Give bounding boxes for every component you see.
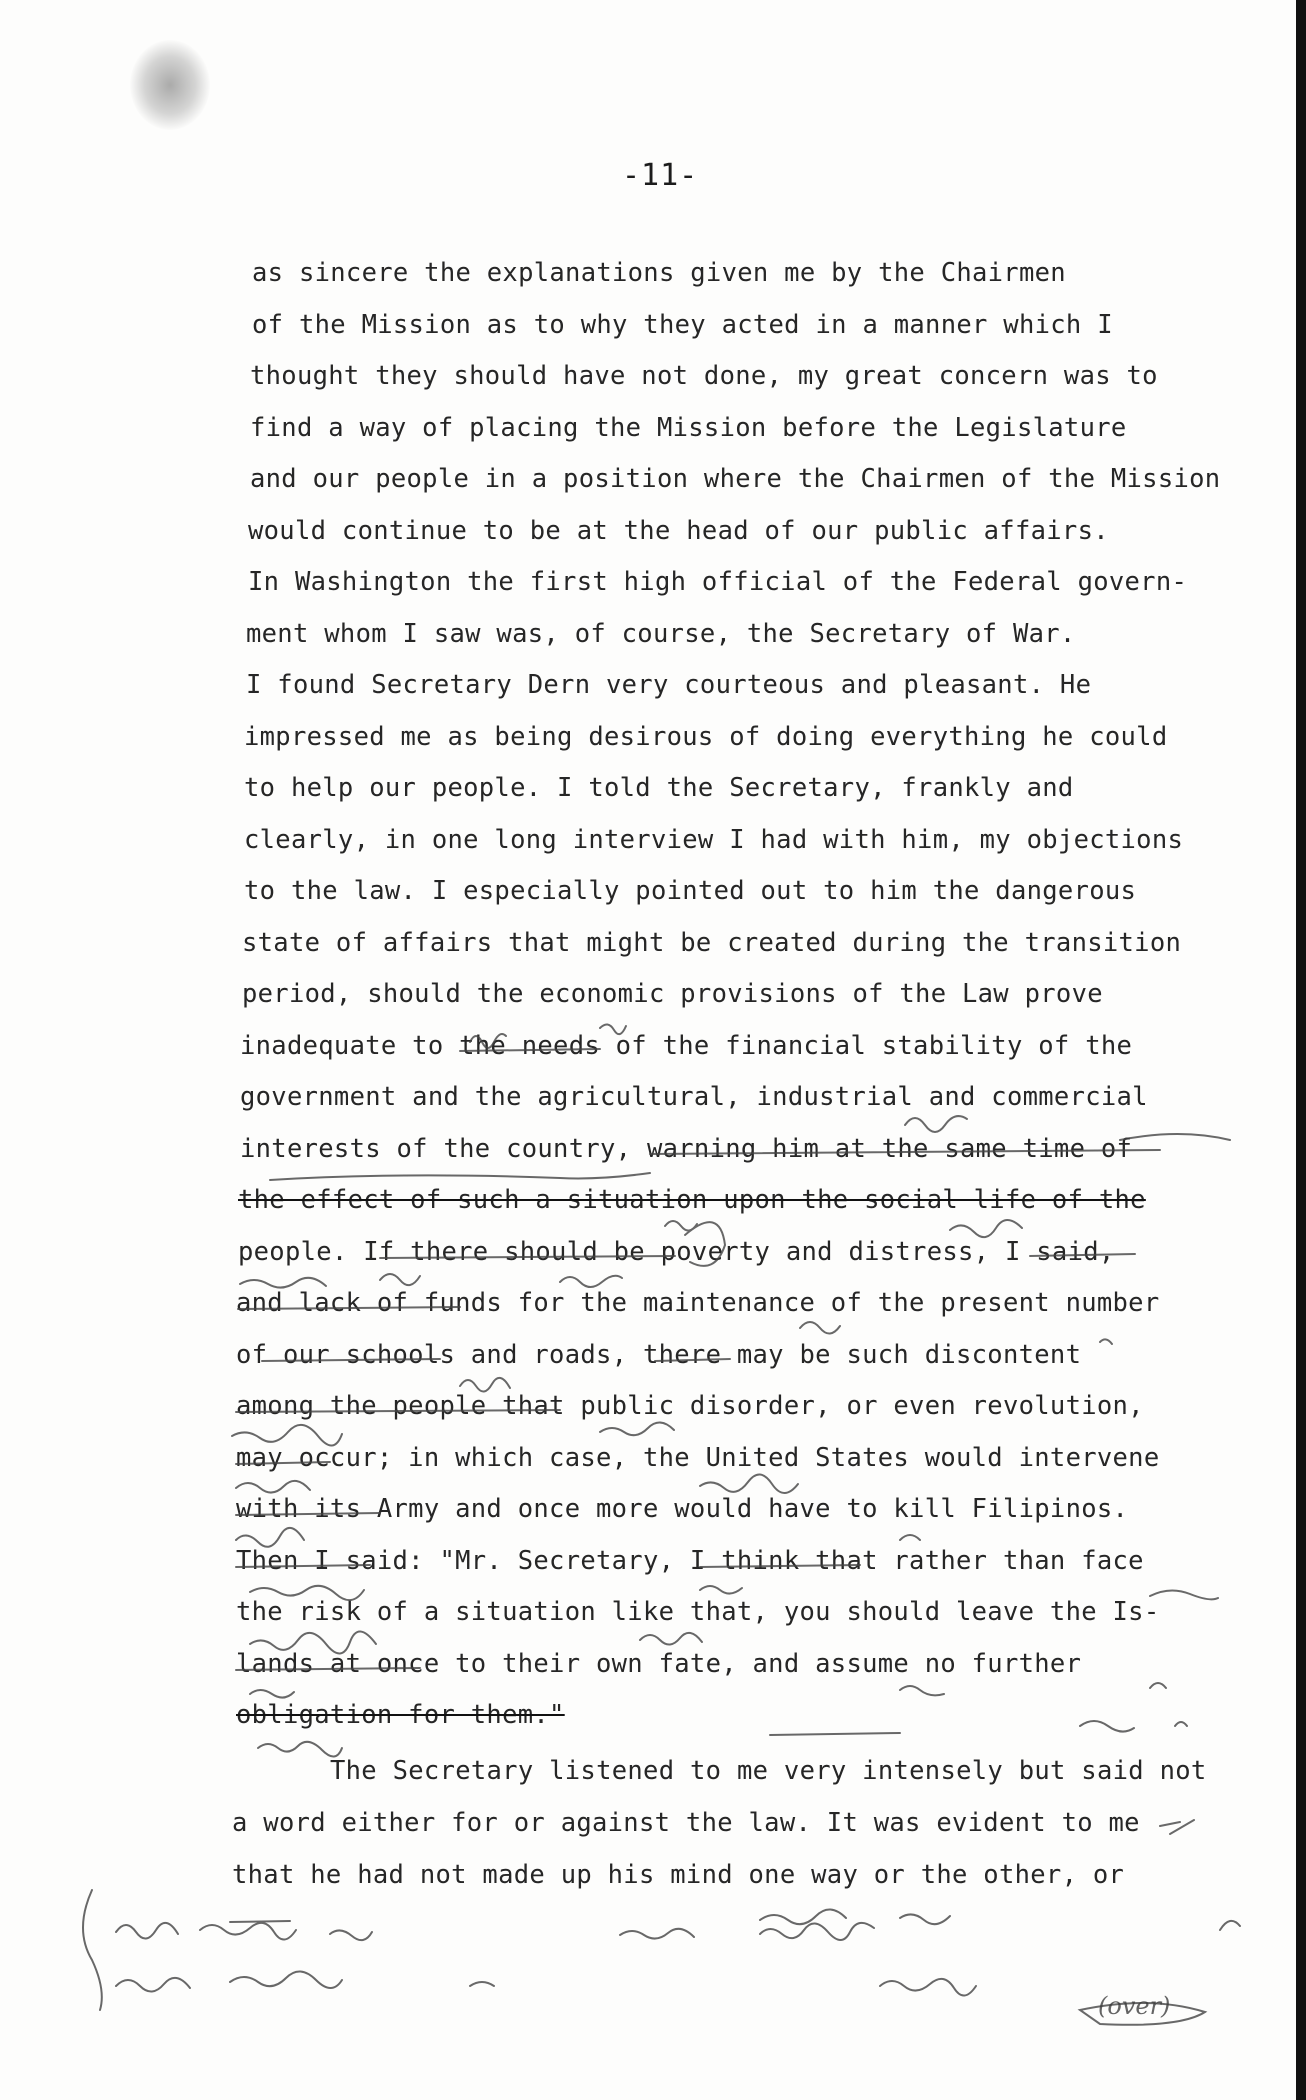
- strike-mark: [236, 1462, 330, 1464]
- strike-mark: [460, 1049, 600, 1051]
- text-line-struck: the effect of such a situation upon the social life of the: [238, 1185, 1146, 1215]
- strike-mark: [650, 1150, 1160, 1154]
- text-line: of the Mission as to why they acted in a manner which I: [252, 310, 1113, 340]
- text-line: of our schools and roads, there may be such discontent: [236, 1340, 1082, 1370]
- text-line: I found Secretary Dern very courteous and pleasant. He: [246, 670, 1092, 700]
- text-line: and lack of funds for the maintenance of the present number: [236, 1288, 1160, 1318]
- text-line: would continue to be at the head of our public affairs.: [248, 516, 1109, 546]
- strike-mark: [262, 1359, 440, 1361]
- text-line: with its Army and once more would have to kill Filipinos.: [236, 1494, 1129, 1524]
- text-line: thought they should have not done, my great concern was to: [250, 361, 1158, 391]
- text-line: interests of the country, warning him at the same time of: [240, 1134, 1133, 1164]
- text-line: government and the agricultural, industrial and commercial: [240, 1082, 1148, 1112]
- text-line: In Washington the first high official of the Federal govern-: [248, 567, 1188, 597]
- text-line: The Secretary listened to me very intensely but said not: [330, 1756, 1207, 1786]
- text-line: the risk of a situation like that, you should leave the Is-: [236, 1597, 1160, 1627]
- strike-mark: [236, 1668, 420, 1670]
- text-line-struck: obligation for them.": [236, 1700, 565, 1730]
- text-line: find a way of placing the Mission before the Legislature: [250, 413, 1127, 443]
- text-line: as sincere the explanations given me by the Chairmen: [252, 258, 1066, 288]
- text-line: among the people that public disorder, or even revolution,: [236, 1391, 1144, 1421]
- text-line: that he had not made up his mind one way or the other, or: [232, 1860, 1125, 1890]
- text-line: impressed me as being desirous of doing everything he could: [244, 722, 1168, 752]
- strike-mark: [236, 1565, 370, 1567]
- strike-mark: [770, 1733, 900, 1735]
- strike-mark: [236, 1410, 560, 1412]
- text-line: lands at once to their own fate, and assume no further: [236, 1649, 1082, 1679]
- text-line: a word either for or against the law. It was evident to me: [232, 1808, 1140, 1838]
- text-line: ment whom I saw was, of course, the Secretary of War.: [246, 619, 1076, 649]
- over-note: (over): [1098, 1992, 1171, 2020]
- strike-mark: [238, 1307, 460, 1309]
- strike-mark: [380, 1256, 675, 1258]
- text-line: may occur; in which case, the United States would intervene: [236, 1443, 1160, 1473]
- text-line: people. If there should be poverty and distress, I said,: [238, 1237, 1115, 1267]
- text-line: period, should the economic provisions of the Law prove: [242, 979, 1103, 1009]
- strike-mark: [230, 1921, 290, 1922]
- text-line: and our people in a position where the Chairmen of the Mission: [250, 464, 1221, 494]
- strike-mark: [1030, 1254, 1135, 1256]
- strike-mark: [655, 1359, 730, 1361]
- strike-mark: [236, 1513, 380, 1515]
- text-line: state of affairs that might be created during the transition: [242, 928, 1182, 958]
- text-line: inadequate to the needs of the financial stability of the: [240, 1031, 1133, 1061]
- text-line: Then I said: "Mr. Secretary, I think that rather than face: [236, 1546, 1144, 1576]
- page-number: -11-: [622, 158, 699, 193]
- strike-mark: [700, 1565, 860, 1567]
- text-line: clearly, in one long interview I had with him, my objections: [244, 825, 1184, 855]
- text-line: to the law. I especially pointed out to him the dangerous: [244, 876, 1137, 906]
- text-line: to help our people. I told the Secretary, frankly and: [244, 773, 1074, 803]
